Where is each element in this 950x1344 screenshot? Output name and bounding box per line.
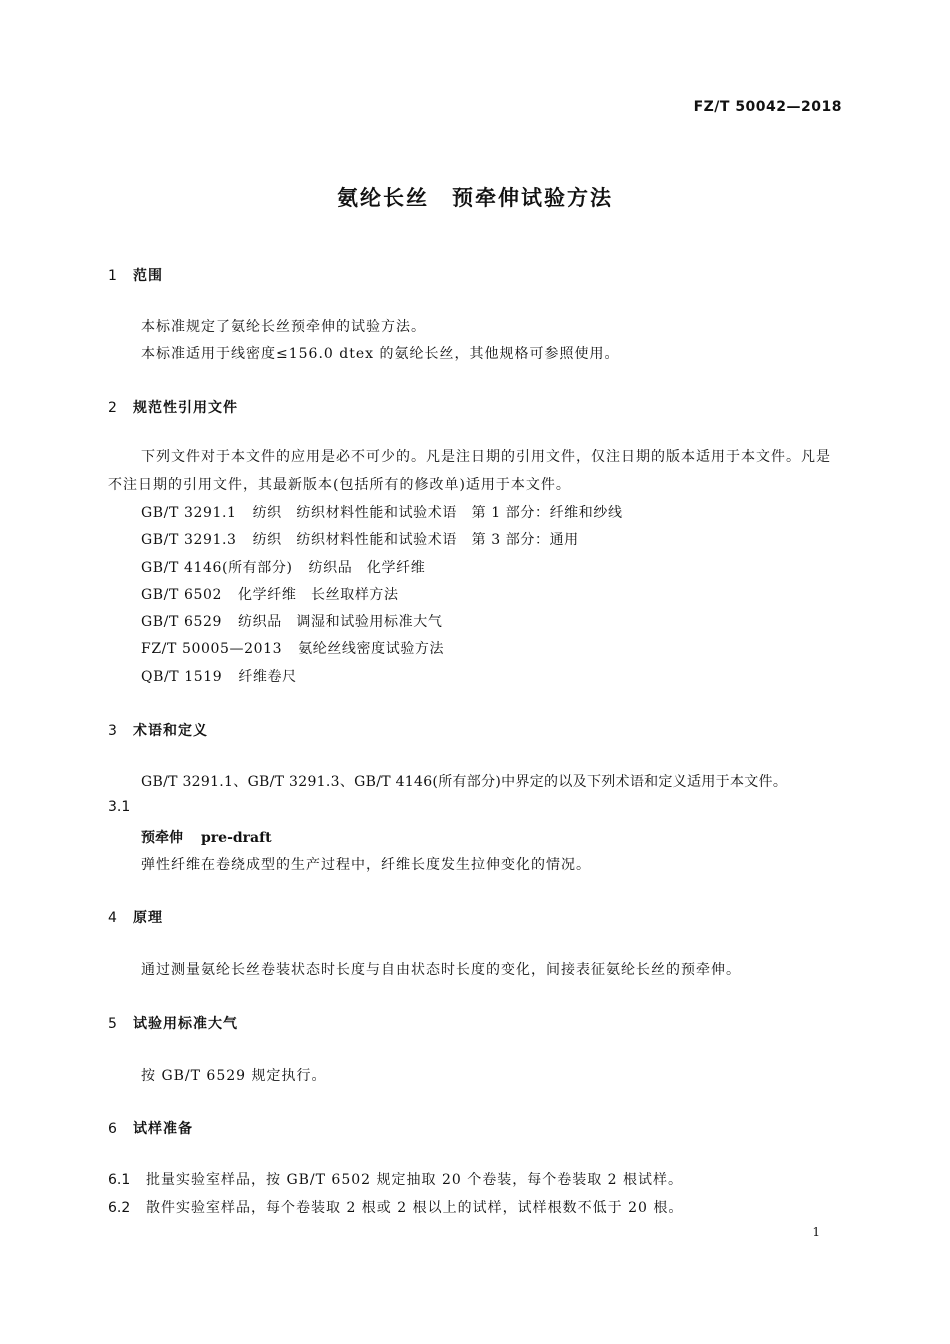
reference-item: GB/T 6502 化学纤维 长丝取样方法 — [141, 587, 399, 603]
reference-item: GB/T 6529 纺织品 调湿和试验用标准大气 — [141, 614, 443, 630]
page-number: 1 — [812, 1225, 820, 1239]
reference-item: QB/T 1519 纤维卷尺 — [141, 669, 297, 685]
reference-item: GB/T 3291.3 纺织 纺织材料性能和试验术语 第 3 部分：通用 — [141, 532, 579, 548]
standard-code: FZ/T 50042—2018 — [693, 99, 842, 115]
term-entry: 预牵伸 pre-draft — [141, 830, 272, 846]
clause-6-1: 6.1 批量实验室样品，按 GB/T 6502 规定抽取 20 个卷装，每个卷装取 2 根试样。 — [108, 1172, 684, 1188]
clause-6-2: 6.2 散件实验室样品，每个卷装取 2 根或 2 根以上的试样，试样根数不低于 20 根。 — [108, 1200, 684, 1216]
reference-item: GB/T 3291.1 纺织 纺织材料性能和试验术语 第 1 部分：纤维和纱线 — [141, 505, 623, 521]
document-title: 氨纶长丝 预牵伸试验方法 — [337, 186, 613, 210]
subclause-number: 3.1 — [108, 799, 131, 815]
section-3-paragraph: GB/T 3291.1、GB/T 3291.3、GB/T 4146(所有部分)中界定的以及下列术语和定义适用于本文件。 — [141, 774, 788, 790]
reference-item: FZ/T 50005—2013 氨纶丝线密度试验方法 — [141, 641, 445, 657]
section-1-paragraph-2: 本标准适用于线密度≤156.0 dtex 的氨纶长丝，其他规格可参照使用。 — [141, 346, 620, 362]
term-definition: 弹性纤维在卷绕成型的生产过程中，纤维长度发生拉伸变化的情况。 — [141, 857, 591, 873]
reference-item: GB/T 4146(所有部分) 纺织品 化学纤维 — [141, 560, 426, 576]
section-2-intro: 下列文件对于本文件的应用是必不可少的。凡是注日期的引用文件，仅注日期的版本适用于本文件。凡是不注日期的引用文件，其最新版本(包括所有的修改单)适用于本文件。 — [108, 449, 831, 493]
section-5-paragraph: 按 GB/T 6529 规定执行。 — [141, 1068, 327, 1084]
section-6-heading: 6 试样准备 — [108, 1121, 193, 1137]
section-4-heading: 4 原理 — [108, 910, 163, 926]
section-5-heading: 5 试验用标准大气 — [108, 1016, 238, 1032]
section-1-paragraph-1: 本标准规定了氨纶长丝预牵伸的试验方法。 — [141, 319, 426, 335]
section-2-heading: 2 规范性引用文件 — [108, 400, 238, 416]
section-4-paragraph: 通过测量氨纶长丝卷装状态时长度与自由状态时长度的变化，间接表征氨纶长丝的预牵伸。 — [141, 962, 741, 978]
section-1-heading: 1 范围 — [108, 268, 163, 284]
section-3-heading: 3 术语和定义 — [108, 723, 208, 739]
